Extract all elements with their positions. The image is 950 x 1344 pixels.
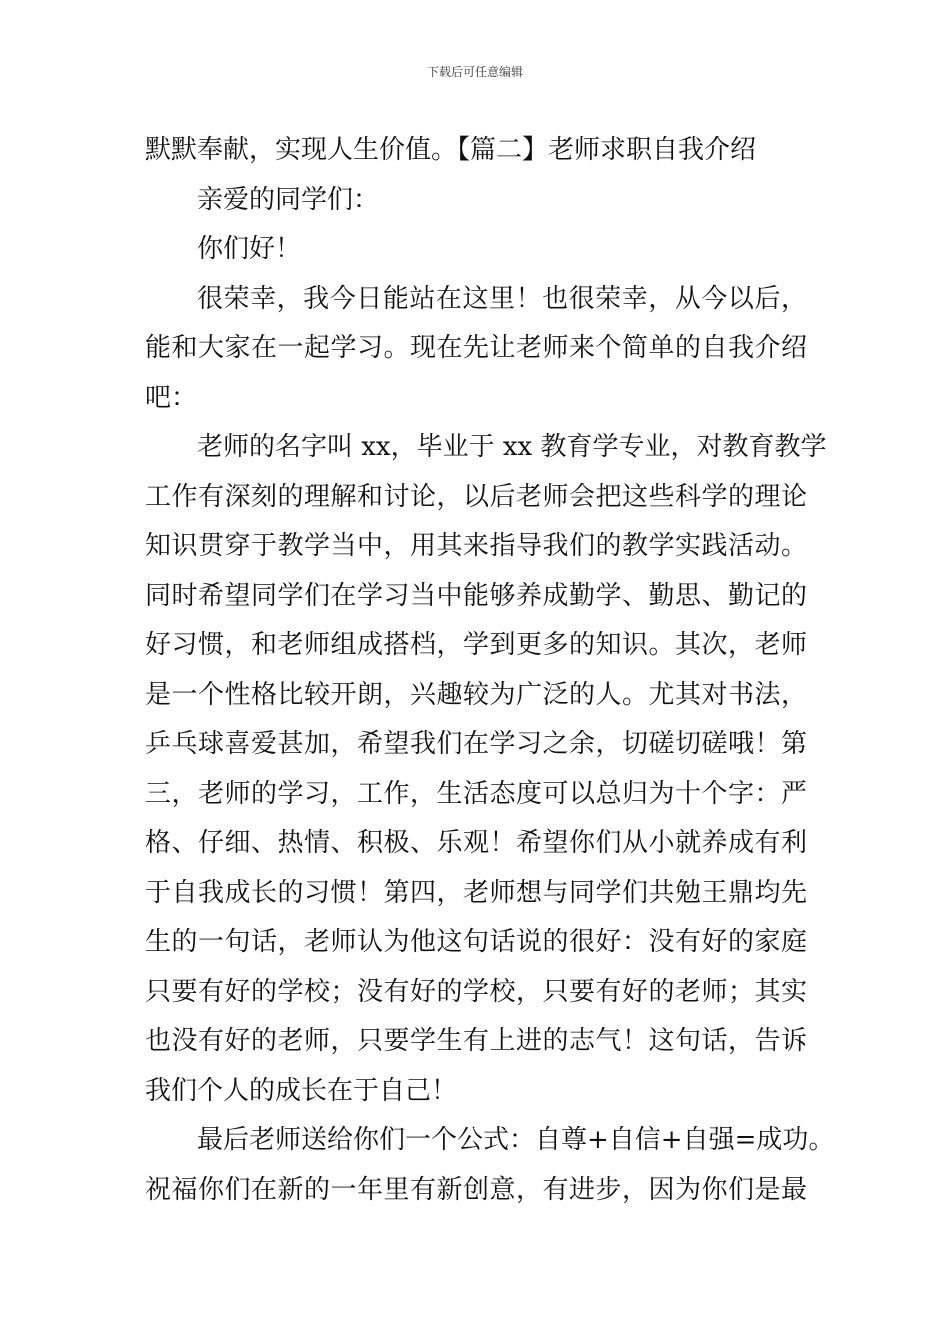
text-line: 吧：: [145, 382, 198, 413]
text-line: 能和大家在一起学习。现在先让老师来个简单的自我介绍: [145, 333, 807, 363]
text-line: 祝福你们在新的一年里有新创意，有进步，因为你们是最: [145, 1174, 807, 1205]
text-line: 我们个人的成长在于自己！: [145, 1075, 458, 1106]
text-line: 三，老师的学习，工作，生活态度可以总归为十个字：严: [145, 778, 807, 809]
text-line: 于自我成长的习惯！第四，老师想与同学们共勉王鼎均先: [145, 877, 807, 908]
document-body: [145, 126, 835, 1215]
text-line: 格、仔细、热情、积极、乐观！希望你们从小就养成有利: [145, 828, 807, 858]
text-line: 工作有深刻的理解和讨论，以后老师会把这些科学的理论: [145, 481, 807, 512]
text-line: 知识贯穿于教学当中，用其来指导我们的教学实践活动。: [145, 531, 807, 561]
text-line: 老师的名字叫 xx，毕业于 xx 教育学专业，对教育教学: [197, 432, 827, 462]
text-line: 好习惯，和老师组成搭档，学到更多的知识。其次，老师: [145, 630, 807, 660]
text-line: 生的一句话，老师认为他这句话说的很好：没有好的家庭: [145, 927, 807, 957]
page-header-note: 下载后可任意编辑: [426, 65, 523, 79]
text-line: 你们好！: [197, 234, 302, 264]
text-line: 乒乓球喜爱甚加，希望我们在学习之余，切磋切磋哦！第: [145, 729, 807, 759]
text-line: 默默奉献，实现人生价值。【篇二】老师求职自我介绍: [145, 135, 757, 165]
text-line: 最后老师送给你们一个公式：自尊+自信+自强=成功。: [197, 1125, 835, 1155]
text-line: 只要有好的学校；没有好的学校，只要有好的老师；其实: [145, 976, 807, 1007]
text-line: 亲爱的同学们：: [197, 184, 380, 215]
text-line: 也没有好的老师，只要学生有上进的志气！这句话，告诉: [145, 1026, 807, 1056]
text-line: 同时希望同学们在学习当中能够养成勤学、勤思、勤记的: [145, 580, 807, 611]
text-line: 很荣幸，我今日能站在这里！也很荣幸，从今以后，: [197, 283, 807, 314]
text-line: 是一个性格比较开朗，兴趣较为广泛的人。尤其对书法，: [145, 679, 807, 710]
